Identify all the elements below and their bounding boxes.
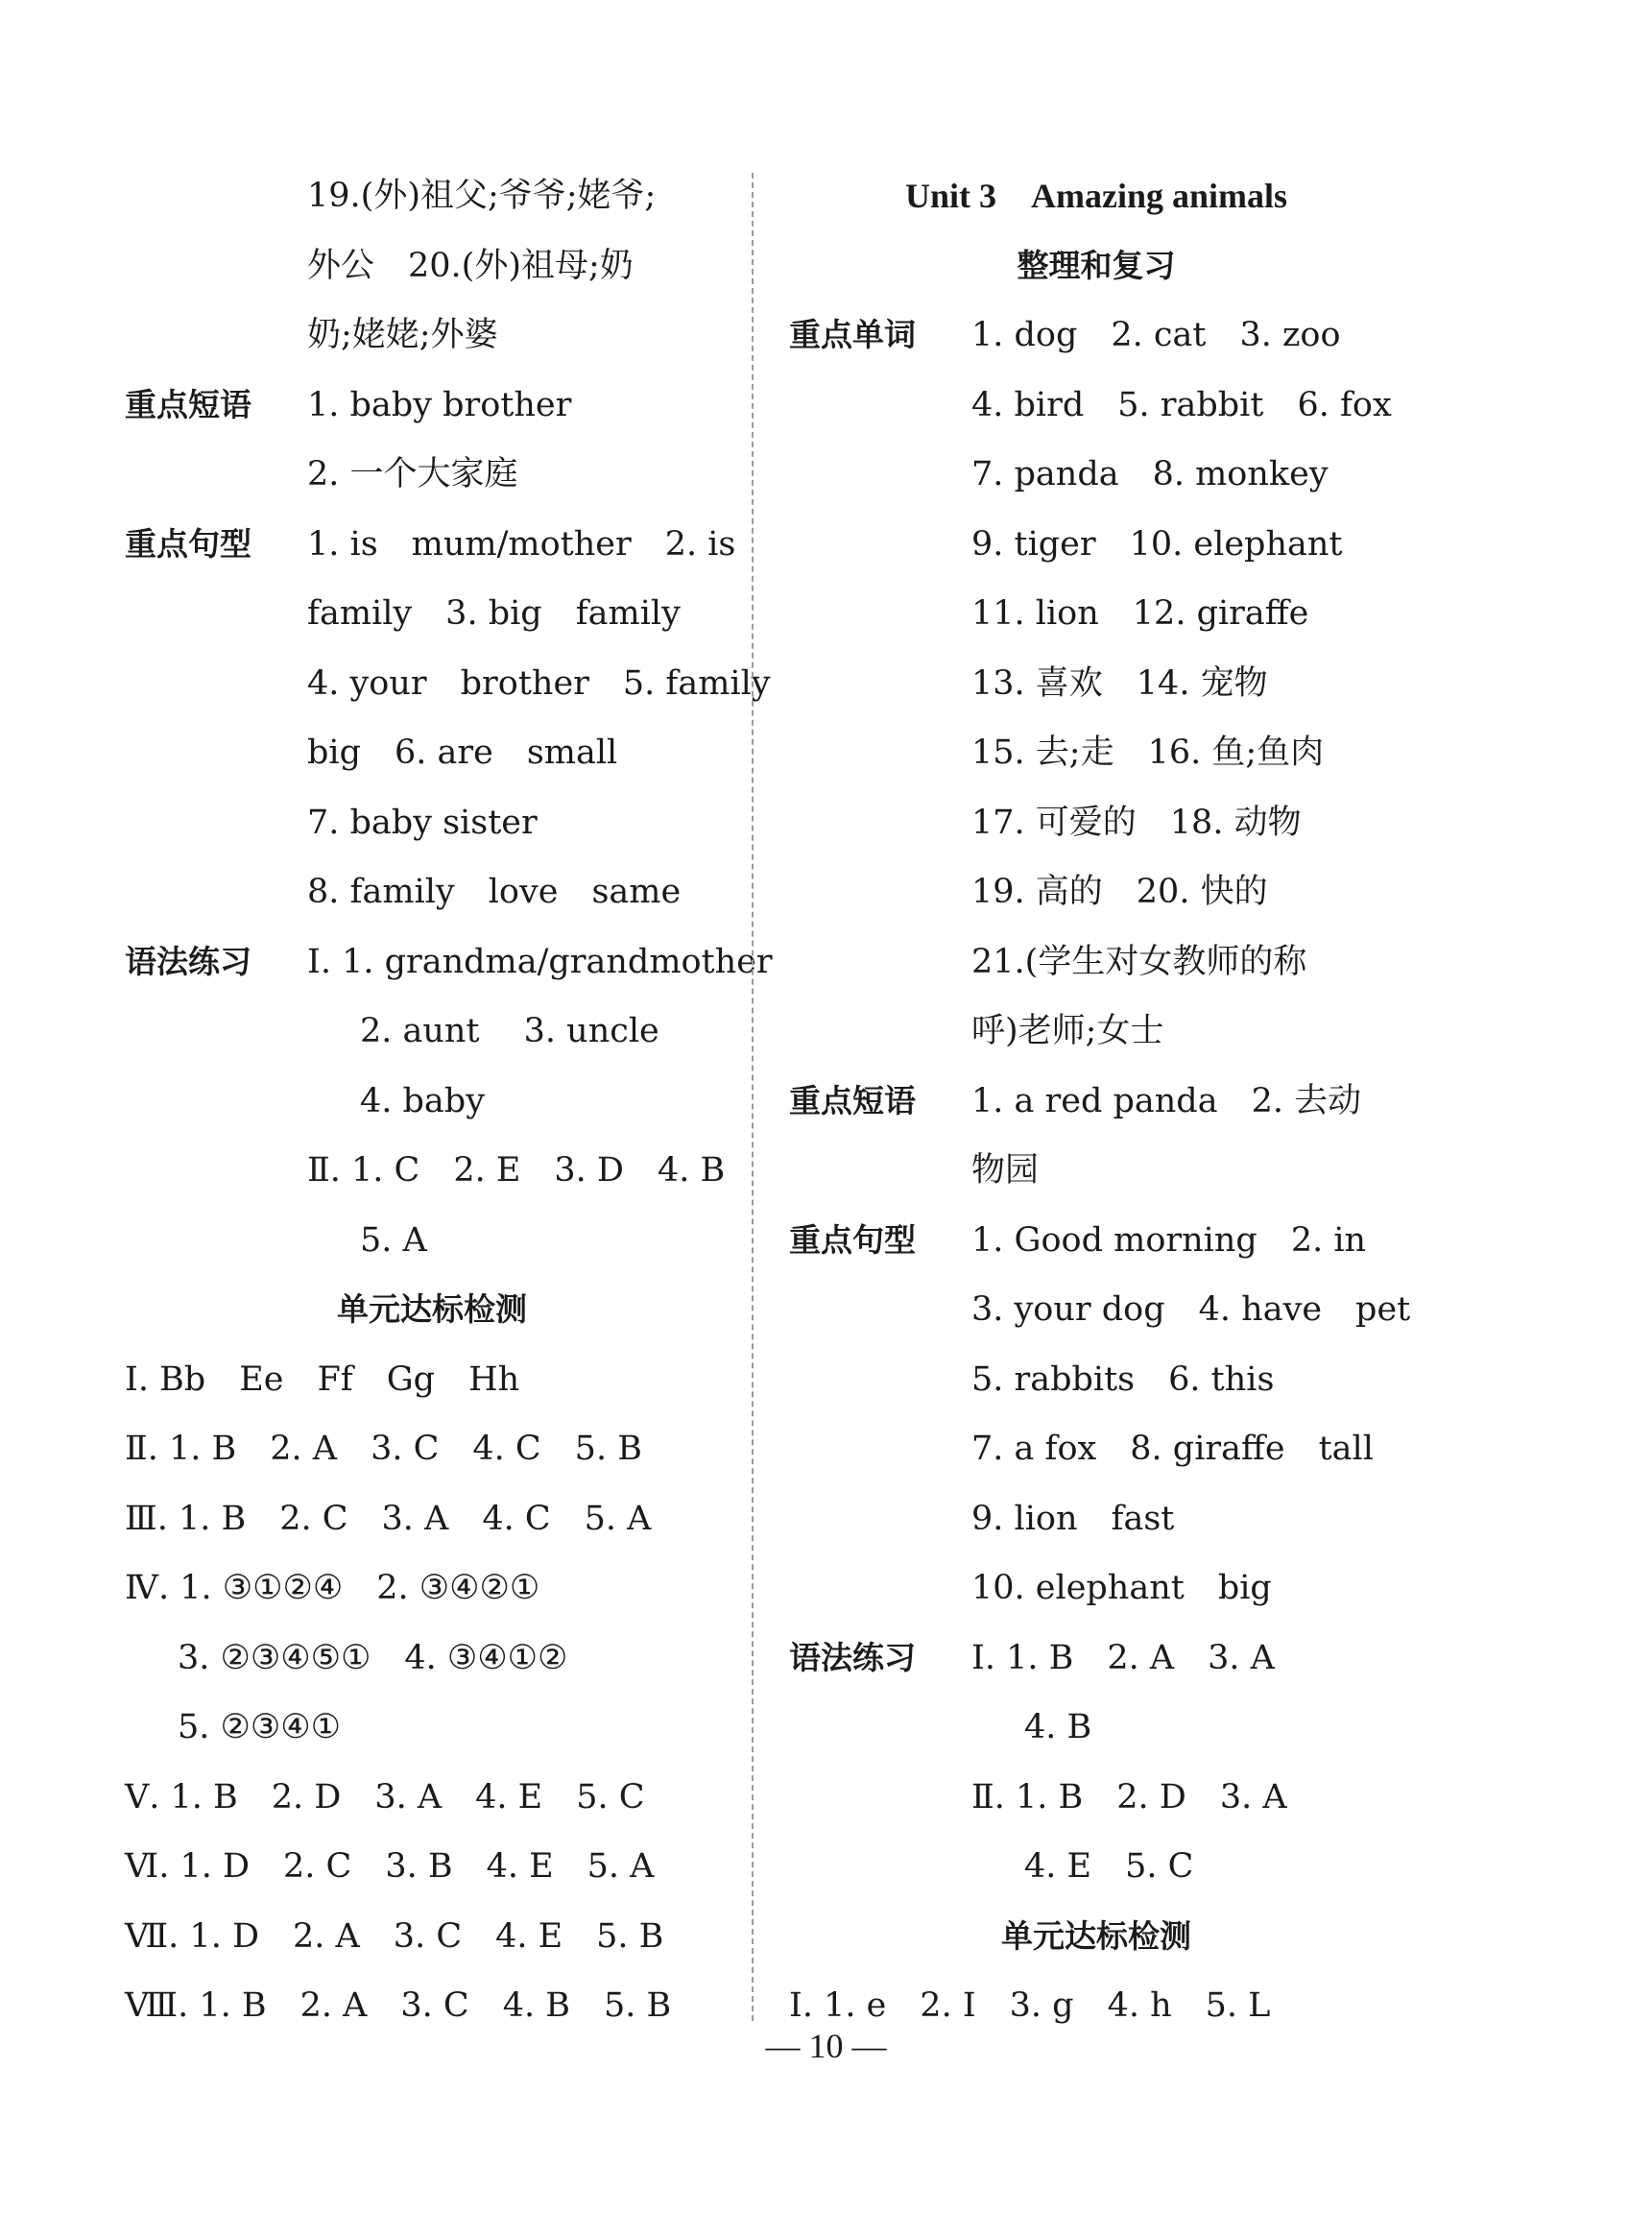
section-heading: 整理和复习 xyxy=(1017,246,1176,284)
answer-text: 外公 20.(外)祖母;奶 xyxy=(307,246,634,285)
answer-line xyxy=(125,649,771,719)
right-column xyxy=(789,161,1411,2041)
answer-text: 3. your dog 4. have pet xyxy=(971,1290,1411,1329)
answer-text: 5. rabbits 6. this xyxy=(971,1359,1275,1399)
answer-text: 1. dog 2. cat 3. zoo xyxy=(971,316,1341,354)
answer-text: 7. baby sister xyxy=(307,803,538,842)
answer-text: 5. A xyxy=(360,1220,427,1260)
answer-text: 8. family love same xyxy=(307,873,682,911)
section-label: 重点短语 xyxy=(125,385,251,423)
answer-text: 4. your brother 5. family xyxy=(307,663,771,703)
answer-text: 19. 高的 20. 快的 xyxy=(971,873,1268,911)
answer-line xyxy=(789,1345,1403,1415)
answer-text: Ⅱ. 1. B 2. D 3. A xyxy=(971,1777,1287,1816)
answer-text: 19.(外)祖父;爷爷;姥爷; xyxy=(307,177,657,215)
answer-text: 2. 一个大家庭 xyxy=(307,455,518,493)
answer-line xyxy=(789,1693,1403,1763)
answer-text: 10. elephant big xyxy=(971,1569,1272,1607)
answer-line xyxy=(789,1832,1403,1902)
answer-text: 17. 可爱的 18. 动物 xyxy=(971,803,1302,842)
answer-text: Ⅰ. 1. e 2. I 3. g 4. h 5. L xyxy=(789,1986,1271,2025)
answer-line xyxy=(125,1484,739,1554)
answer-line xyxy=(789,1902,1403,1972)
answer-text: 1. baby brother xyxy=(307,385,572,424)
answer-line xyxy=(789,857,1403,927)
unit-title: Unit 3 Amazing animals xyxy=(904,177,1288,215)
answer-text: Ⅳ. 1. ③①②④ 2. ③④②① xyxy=(125,1569,540,1607)
answer-line xyxy=(789,440,1403,510)
answer-line xyxy=(125,510,739,580)
section-heading: 单元达标检测 xyxy=(337,1290,527,1328)
section-label: 语法练习 xyxy=(125,942,251,980)
answer-text: Ⅴ. 1. B 2. D 3. A 4. E 5. C xyxy=(125,1777,645,1816)
answer-line xyxy=(125,1275,739,1345)
answer-line xyxy=(125,1067,739,1137)
answer-line xyxy=(789,997,1403,1067)
page-number: — 10 — xyxy=(765,2027,887,2065)
answer-line xyxy=(125,301,739,371)
answer-text: 7. a fox 8. giraffe tall xyxy=(971,1430,1374,1468)
answer-text: 11. lion 12. giraffe xyxy=(971,594,1309,633)
section-label: 重点单词 xyxy=(789,316,916,353)
answer-text: Ⅵ. 1. D 2. C 3. B 4. E 5. A xyxy=(125,1847,655,1886)
answer-text: 奶;姥姥;外婆 xyxy=(307,316,498,354)
answer-line xyxy=(789,1484,1403,1554)
column-divider xyxy=(752,173,754,2021)
answer-text: 3. ②③④⑤① 4. ③④①② xyxy=(178,1638,568,1677)
answer-text: 4. B xyxy=(1024,1708,1092,1746)
answer-text: 呼)老师;女士 xyxy=(971,1012,1164,1050)
answer-line xyxy=(789,1553,1403,1624)
answer-text: 9. lion fast xyxy=(971,1499,1175,1538)
answer-line xyxy=(789,1067,1403,1137)
answer-line xyxy=(789,1136,1403,1206)
answer-line xyxy=(789,788,1403,858)
answer-line xyxy=(125,718,739,788)
answer-text: Ⅰ. Bb Ee Ff Gg Hh xyxy=(125,1359,520,1399)
section-label: 重点句型 xyxy=(789,1220,916,1259)
answer-text: 1. is mum/mother 2. is xyxy=(307,524,736,564)
section-label: 语法练习 xyxy=(789,1638,916,1676)
answer-line xyxy=(125,788,739,858)
answer-text: 15. 去;走 16. 鱼;鱼肉 xyxy=(971,734,1325,772)
answer-text: Ⅷ. 1. B 2. A 3. C 4. B 5. B xyxy=(125,1986,672,2025)
answer-text: big 6. are small xyxy=(307,734,618,772)
section-heading: 单元达标检测 xyxy=(1001,1916,1191,1955)
answer-text: 4. E 5. C xyxy=(1024,1847,1194,1886)
answer-text: 21.(学生对女教师的称 xyxy=(971,942,1307,981)
answer-line xyxy=(125,1902,739,1972)
answer-text: 1. Good morning 2. in xyxy=(971,1220,1367,1260)
answer-text: 7. panda 8. monkey xyxy=(971,455,1329,493)
answer-line xyxy=(125,1553,739,1624)
answer-text: 1. a red panda 2. 去动 xyxy=(971,1081,1362,1120)
answer-text: Ⅱ. 1. C 2. E 3. D 4. B xyxy=(307,1151,726,1190)
answer-line xyxy=(789,231,1403,301)
answer-line xyxy=(789,649,1403,719)
answer-line xyxy=(125,1206,739,1276)
answer-line xyxy=(125,1832,739,1902)
answer-text: 4. bird 5. rabbit 6. fox xyxy=(971,385,1392,424)
answer-line xyxy=(789,371,1403,441)
answer-text: 物园 xyxy=(971,1151,1040,1190)
answer-line xyxy=(125,231,739,301)
answer-line xyxy=(125,997,739,1067)
answer-line xyxy=(125,927,773,998)
section-label: 重点句型 xyxy=(125,524,251,563)
answer-text: Ⅱ. 1. B 2. A 3. C 4. C 5. B xyxy=(125,1430,642,1468)
section-label: 重点短语 xyxy=(789,1081,916,1119)
answer-line xyxy=(789,1275,1411,1345)
answer-line xyxy=(789,301,1403,371)
answer-line xyxy=(789,1414,1403,1484)
answer-line xyxy=(789,1206,1403,1276)
answer-line xyxy=(125,579,739,649)
answer-line xyxy=(789,161,1403,231)
answer-line xyxy=(125,1345,739,1415)
answer-line xyxy=(125,1414,739,1484)
answer-line xyxy=(789,579,1403,649)
answer-line xyxy=(789,1763,1403,1833)
answer-line xyxy=(125,371,739,441)
answer-text: Ⅰ. 1. grandma/grandmother xyxy=(307,942,773,981)
answer-line xyxy=(125,1136,739,1206)
answer-line xyxy=(789,927,1403,998)
answer-line xyxy=(125,440,739,510)
answer-line xyxy=(125,1763,739,1833)
answer-text: 2. aunt 3. uncle xyxy=(360,1012,659,1050)
answer-text: 9. tiger 10. elephant xyxy=(971,524,1343,564)
answer-text: Ⅲ. 1. B 2. C 3. A 4. C 5. A xyxy=(125,1499,652,1538)
answer-text: 13. 喜欢 14. 宠物 xyxy=(971,663,1268,703)
answer-line xyxy=(125,857,739,927)
answer-text: Ⅰ. 1. B 2. A 3. A xyxy=(971,1638,1275,1677)
answer-text: 5. ②③④① xyxy=(178,1708,342,1746)
answer-text: Ⅶ. 1. D 2. A 3. C 4. E 5. B xyxy=(125,1916,664,1956)
answer-text: 4. baby xyxy=(360,1081,485,1120)
left-column xyxy=(125,161,773,2041)
answer-text: family 3. big family xyxy=(307,594,681,633)
answer-line xyxy=(125,161,739,231)
answer-line xyxy=(789,510,1403,580)
answer-line xyxy=(125,1624,739,1694)
answer-line xyxy=(789,1624,1403,1694)
answer-line xyxy=(125,1693,739,1763)
answer-line xyxy=(789,718,1403,788)
